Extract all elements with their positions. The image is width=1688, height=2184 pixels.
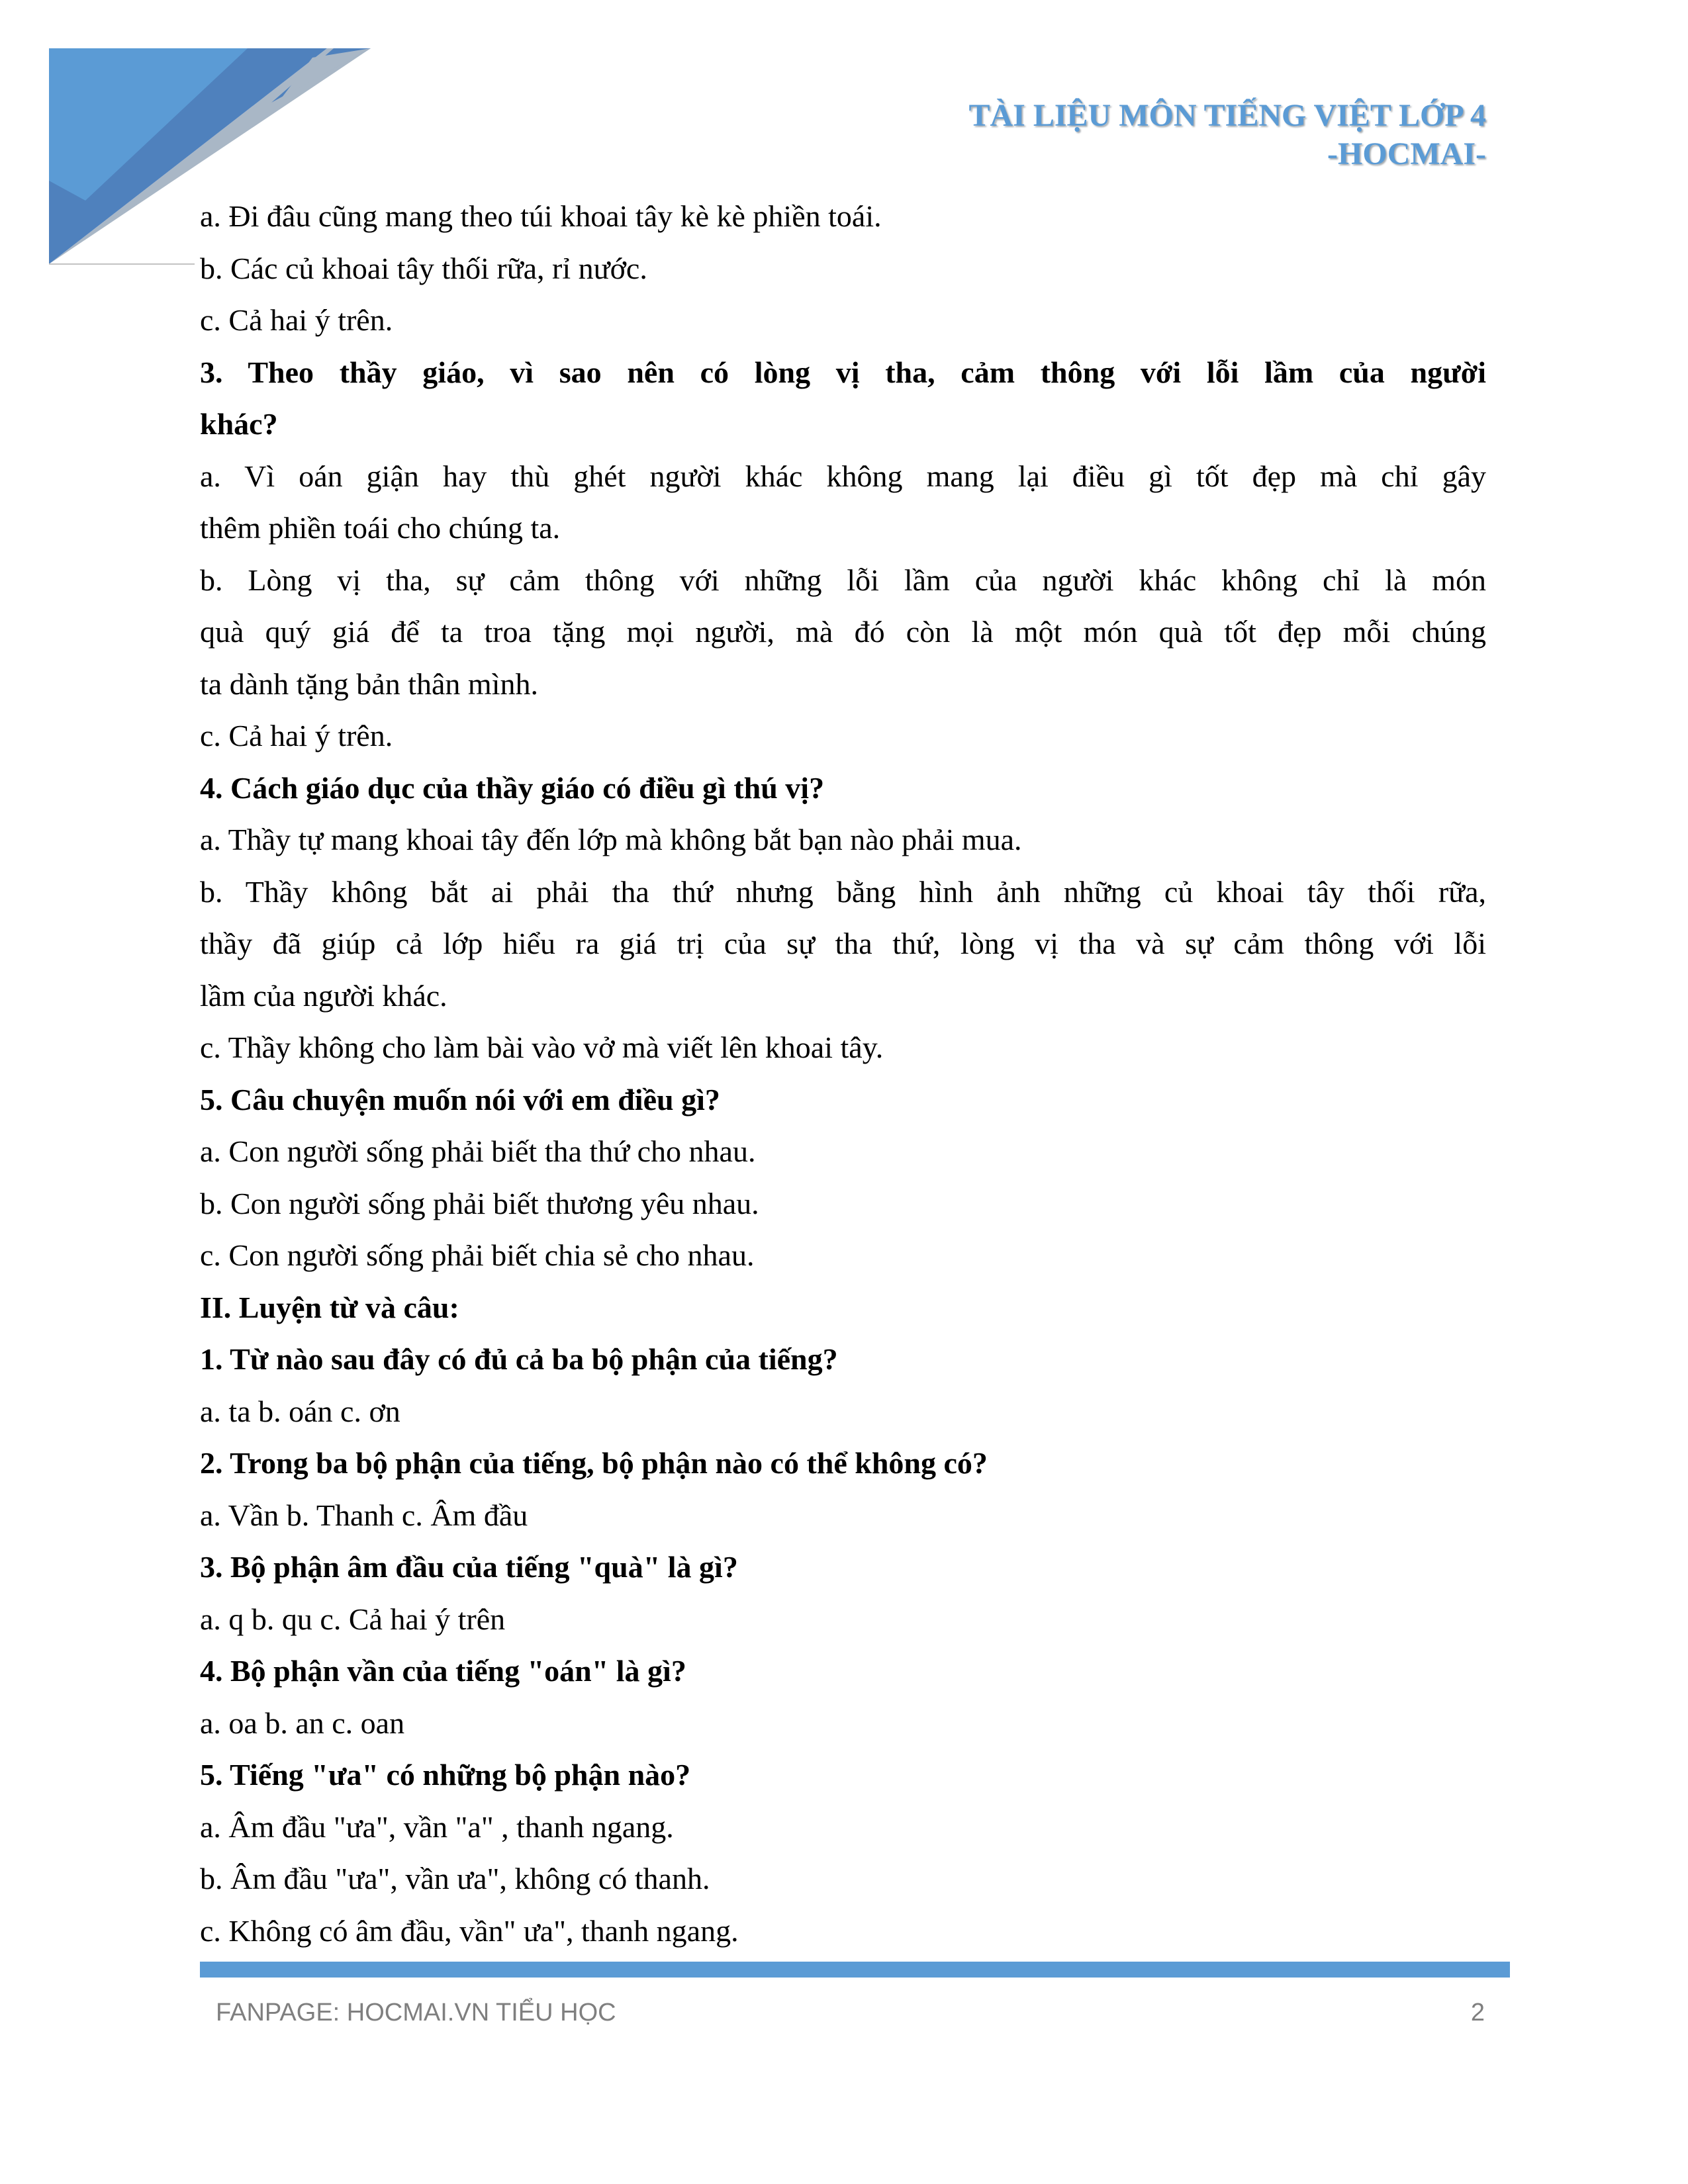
- body-line: ta dành tặng bản thân mình.: [200, 666, 538, 701]
- header-title: TÀI LIỆU MÔN TIẾNG VIỆT LỚP 4: [968, 98, 1486, 133]
- body-line: c. Cả hai ý trên.: [200, 303, 393, 337]
- body-line: a. Vì oán giận hay thù ghét người khác không mang lại điều gì tốt đẹp mà chỉ gây: [200, 459, 1486, 493]
- body-line: a. oa b. an c. oan: [200, 1706, 405, 1740]
- body-line: 1. Từ nào sau đây có đủ cả ba bộ phận của tiếng?: [200, 1342, 838, 1376]
- header-subtitle: -HOCMAI-: [1327, 136, 1486, 171]
- body-line: a. Đi đâu cũng mang theo túi khoai tây kè kè phiền toái.: [200, 199, 882, 233]
- body-line: II. Luyện từ và câu:: [200, 1290, 459, 1324]
- body-line: c. Con người sống phải biết chia sẻ cho nhau.: [200, 1238, 755, 1272]
- body-line: a. Âm đầu "ưa", vần "a" , thanh ngang.: [200, 1809, 674, 1844]
- body-line: 3. Theo thầy giáo, vì sao nên có lòng vị tha, cảm thông với lỗi lầm của người: [200, 355, 1486, 389]
- body-line: 5. Câu chuyện muốn nói với em điều gì?: [200, 1082, 720, 1116]
- footer-page-number: 2: [1470, 1999, 1485, 2026]
- page-header: [968, 97, 1486, 173]
- logo-underline: [49, 263, 195, 265]
- body-line: c. Cả hai ý trên.: [200, 719, 393, 752]
- body-line: 5. Tiếng "ưa" có những bộ phận nào?: [200, 1758, 691, 1792]
- body-line: a. Con người sống phải biết tha thứ cho nhau.: [200, 1134, 756, 1168]
- body-line: a. Vần b. Thanh c. Âm đầu: [200, 1498, 528, 1532]
- document-body: [200, 191, 1486, 1957]
- body-line: 4. Cách giáo dục của thầy giáo có điều gì thú vị?: [200, 770, 825, 805]
- body-line: thêm phiền toái cho chúng ta.: [200, 511, 561, 545]
- footer-divider-bar: [200, 1962, 1510, 1978]
- body-line: 4. Bộ phận vần của tiếng "oán" là gì?: [200, 1654, 686, 1688]
- body-line: b. Thầy không bắt ai phải tha thứ nhưng bằng hình ảnh những củ khoai tây thối rữa,: [200, 874, 1486, 909]
- footer-fanpage-text: FANPAGE: HOCMAI.VN TIỂU HỌC: [216, 1999, 616, 2026]
- body-line: b. Các củ khoai tây thối rữa, rỉ nước.: [200, 251, 647, 285]
- body-line: quà quý giá để ta troa tặng mọi người, mà đó còn là một món quà tốt đẹp mỗi chúng: [200, 615, 1486, 649]
- body-line: lầm của người khác.: [200, 978, 447, 1013]
- body-line: a. Thầy tự mang khoai tây đến lớp mà không bắt bạn nào phải mua.: [200, 823, 1022, 856]
- body-line: b. Con người sống phải biết thương yêu nhau.: [200, 1186, 759, 1220]
- body-line: b. Lòng vị tha, sự cảm thông với những lỗi lầm của người khác không chỉ là món: [200, 563, 1486, 597]
- body-line: thầy đã giúp cả lớp hiểu ra giá trị của sự tha thứ, lòng vị tha và sự cảm thông với lỗi: [200, 927, 1486, 960]
- body-line: khác?: [200, 407, 278, 441]
- body-line: b. Âm đầu "ưa", vần ưa", không có thanh.: [200, 1862, 710, 1895]
- body-line: 3. Bộ phận âm đầu của tiếng "quà" là gì?: [200, 1550, 738, 1584]
- body-line: a. q b. qu c. Cả hai ý trên: [200, 1602, 506, 1636]
- body-line: 2. Trong ba bộ phận của tiếng, bộ phận nào có thể không có?: [200, 1446, 988, 1480]
- body-line: c. Không có âm đầu, vần" ưa", thanh ngang.: [200, 1913, 739, 1948]
- body-line: c. Thầy không cho làm bài vào vở mà viết lên khoai tây.: [200, 1030, 884, 1064]
- body-line: a. ta b. oán c. ơn: [200, 1394, 400, 1428]
